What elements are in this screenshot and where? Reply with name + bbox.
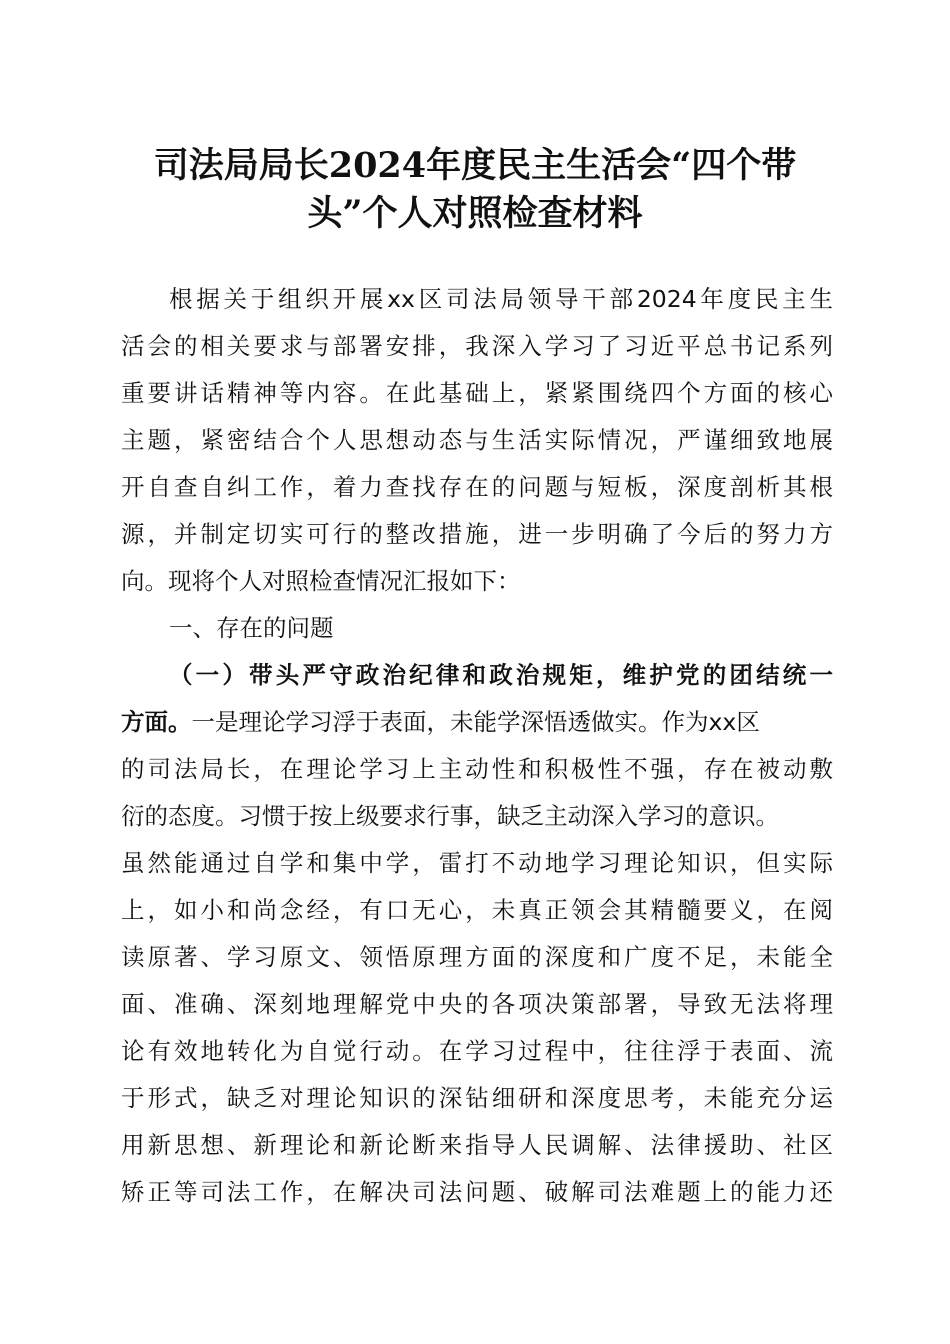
section-heading-problems: 一、存在的问题 xyxy=(169,614,334,642)
intro-line-6: 源，并制定切实可行的整改措施，进一步明确了今后的努力方 xyxy=(121,520,833,548)
intro-line-1: 根据关于组织开展xx区司法局领导干部2024年度民主生 xyxy=(169,285,833,313)
subsection-1-line-5: 虽然能通过自学和集中学，雷打不动地学习理论知识，但实际 xyxy=(121,849,833,877)
subsection-1-heading-line-1: （一）带头严守政治纪律和政治规矩，维护党的团结统一 xyxy=(169,661,833,689)
subsection-1-heading-end: 方面。 xyxy=(121,708,192,736)
intro-line-2: 活会的相关要求与部署安排，我深入学习了习近平总书记系列 xyxy=(121,332,833,360)
intro-line-7: 向。现将个人对照检查情况汇报如下： xyxy=(121,567,521,595)
subsection-1-line-12: 矫正等司法工作，在解决司法问题、破解司法难题上的能力还 xyxy=(121,1178,833,1206)
subsection-1-line-3: 的司法局长，在理论学习上主动性和积极性不强，存在被动敷 xyxy=(121,755,833,783)
subsection-1-line-2-text: 一是理论学习浮于表面，未能学深悟透做实。作为xx区 xyxy=(191,708,760,736)
subsection-1-line-6: 上，如小和尚念经，有口无心，未真正领会其精髓要义，在阅 xyxy=(121,896,833,924)
intro-line-4: 主题，紧密结合个人思想动态与生活实际情况，严谨细致地展 xyxy=(121,426,833,454)
subsection-1-line-9: 论有效地转化为自觉行动。在学习过程中，往往浮于表面、流 xyxy=(121,1037,833,1065)
intro-line-5: 开自查自纠工作，着力查找存在的问题与短板，深度剖析其根 xyxy=(121,473,833,501)
subsection-1-line-4: 衍的态度。习惯于按上级要求行事，缺乏主动深入学习的意识。 xyxy=(121,802,779,830)
intro-line-3: 重要讲话精神等内容。在此基础上，紧紧围绕四个方面的核心 xyxy=(121,379,833,407)
document-title-line-1: 司法局局长2024年度民主生活会“四个带 xyxy=(153,145,797,186)
document-title-line-2: 头”个人对照检查材料 xyxy=(307,193,643,234)
subsection-1-line-7: 读原著、学习原文、领悟原理方面的深度和广度不足，未能全 xyxy=(121,943,833,971)
subsection-1-line-8: 面、准确、深刻地理解党中央的各项决策部署，导致无法将理 xyxy=(121,990,833,1018)
subsection-1-line-10: 于形式，缺乏对理论知识的深钻细研和深度思考，未能充分运 xyxy=(121,1084,833,1112)
subsection-1-line-11: 用新思想、新理论和新论断来指导人民调解、法律援助、社区 xyxy=(121,1131,833,1159)
subsection-1-line-2 xyxy=(121,707,833,737)
